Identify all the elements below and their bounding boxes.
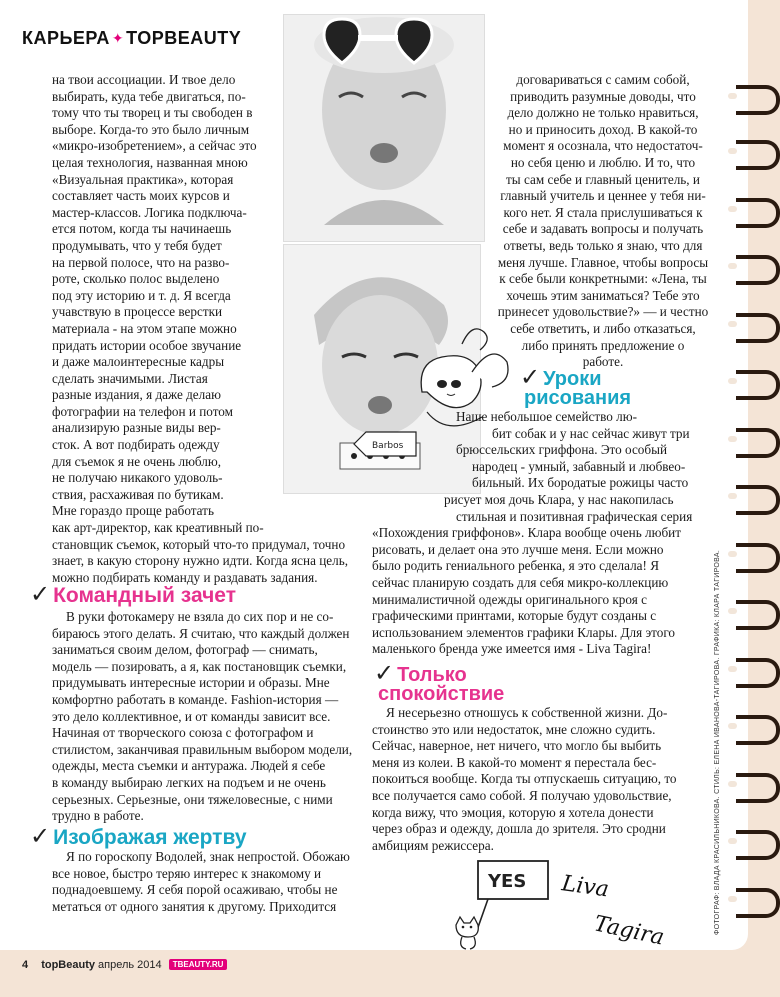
text-line: сток. А вот подбирать одежду [52, 437, 220, 453]
spiral-ring [736, 888, 780, 918]
text-line: это дело коллективное, и от команды зависит все. [52, 708, 331, 724]
text-line: но себя ценю и люблю. И то, что [510, 154, 696, 170]
section-team-text [52, 609, 352, 825]
text-line: анализирую разные виды вер- [52, 420, 221, 436]
section-victim-text [52, 849, 350, 915]
text-line: Мне гораздо проще работать [52, 503, 214, 519]
text-line: становщик съемок, который что-то придумал, точно [52, 536, 346, 552]
checkmark-icon: ✓ [374, 659, 395, 687]
cat-icon [456, 917, 478, 949]
text-line: для съемок я не очень люблю, [52, 453, 222, 469]
column2-text [478, 72, 728, 371]
section-heading-team: ✓ Командный зачет [30, 580, 236, 608]
svg-text:Liva: Liva [560, 871, 611, 903]
text-line: дело должно не только нравиться, [507, 105, 699, 121]
yes-sign-label: YES [488, 871, 527, 892]
text-line: комфортно работать в команде. Fashion-история — [52, 691, 339, 707]
text-line: работе. [582, 354, 624, 370]
header-magazine: TOPBEAUTY [126, 28, 242, 48]
text-line: Я по гороскопу Водолей, знак непростой. Обожаю [66, 849, 350, 864]
text-line: но и приносить доход. В какой-то [508, 121, 698, 137]
text-line: «Визуальная практика», которая [52, 171, 234, 187]
text-line: момент я осознала, что недостаточ- [503, 138, 703, 154]
spiral-ring [736, 85, 780, 115]
text-line: составляет часть моих курсов и [52, 188, 230, 204]
text-line: выборе. Когда-то это было личным [52, 121, 250, 137]
text-line: принесет удовольствие?» — и честно [497, 304, 709, 320]
text-line: под эту историю и т. д. Я всегда [52, 287, 231, 303]
signature [553, 858, 683, 946]
section-heading-calm: ✓ Только спокойствие [374, 659, 505, 705]
spiral-ring [736, 600, 780, 630]
text-line: ется потом, когда ты начинаешь [52, 221, 232, 237]
text-line: модель — позировать, а я, как постановщик съемки, [52, 658, 347, 674]
text-line: трудно в работе. [52, 808, 144, 824]
section-calm-text [372, 705, 677, 854]
text-line: главный учитель и ценнее у тебя ни- [500, 188, 706, 204]
text-line: бит собак и у нас сейчас живут три [492, 425, 690, 441]
text-line: рисует моя дочь Клара, у нас накопилась [444, 491, 674, 507]
dog-name-label: Barbos [372, 441, 404, 451]
text-line: «Похождения гриффонов». Клара вообще очень любит [372, 525, 682, 541]
text-line: стилистом, заканчивая правильным выбором модели, [52, 741, 353, 757]
text-line: себе ответить, и либо отказаться, [510, 320, 696, 336]
text-line: меня лучше. Главное, чтобы вопросы [497, 254, 709, 270]
page-footer [22, 959, 227, 971]
text-line: одежды, места съемки и антуража. Людей я себе [52, 758, 326, 774]
text-line: поднадоевшему. Я себя порой осаживаю, чтобы не [52, 882, 338, 898]
spiral-ring [736, 370, 780, 400]
text-line: выбирать, куда тебе двигаться, по- [52, 88, 246, 104]
checkmark-icon: ✓ [30, 580, 51, 608]
text-line: в команду выбираю легких на подъем и не очень [52, 774, 326, 790]
portrait-photo-sunglasses [283, 14, 485, 242]
text-line: материала - на этом этапе можно [52, 320, 237, 336]
text-line: фотографии на телефон и потом [52, 403, 233, 419]
text-line: продумывать, что у тебя будет [52, 237, 222, 253]
section-heading-victim: ✓ Изображая жертву [30, 822, 247, 850]
checkmark-icon: ✓ [520, 363, 541, 391]
photo-credits: ФОТОГРАФ: ВЛАДА КРАСИЛЬНИКОВА. СТИЛЬ: ЕЛЕНА ИВАНОВА-ТАГИРОВА. ГРАФИКА: КЛАРА ТАГИРОВА. [714, 549, 721, 935]
spiral-ring [736, 773, 780, 803]
text-line: мастер-классов. Логика подключа- [52, 204, 247, 220]
text-line: меня из колеи. В какой-то момент я перестала бес- [372, 754, 657, 770]
text-line: когда вижу, что эмоция, которую я хотела донести [372, 804, 654, 820]
text-line: бираюсь этого делать. Я считаю, что каждый должен [52, 625, 350, 641]
text-line: сделать значимыми. Листая [52, 370, 208, 386]
section-heading-drawing: ✓ Уроки рисования [520, 363, 632, 409]
text-line: заниматься своим делом, фотограф — снимать, [52, 642, 318, 658]
spiral-ring [736, 198, 780, 228]
column1-text [52, 72, 257, 520]
text-line: рисовать, и делает она это лучше меня. Если можно [372, 541, 664, 557]
text-line: разные издания, я даже делаю [52, 387, 221, 403]
text-line: договариваться с самим собой, [516, 72, 690, 87]
text-line: «микро-изобретением», а сейчас это [52, 138, 257, 154]
text-line: бильный. Их бородатые рожицы часто [472, 475, 689, 491]
text-line: Наше небольшое семейство лю- [456, 409, 637, 424]
spiral-ring [736, 313, 780, 343]
text-line: использованием элементов графики Клары. Для этого [372, 624, 675, 640]
text-line: кого нет. Я стала прислушиваться к [503, 204, 703, 220]
text-line: знает, в какую сторону нужно идти. Когда ясна цель, [52, 553, 349, 569]
text-line: Я несерьезно отношусь к собственной жизни. До- [386, 705, 668, 720]
text-line: маленького бренда уже имеется имя - Liva Tagira! [372, 641, 652, 657]
text-line: все новое, быстро теряю интерес к знакомому и [52, 865, 322, 881]
star-icon: ✦ [111, 30, 125, 46]
footer-date: апрель 2014 [98, 959, 162, 971]
text-line: сейчас планирую создать для себя микро-коллекцию [372, 574, 669, 590]
text-line: графическими принтами, которые будут созданы с [372, 608, 657, 624]
header-rubric: КАРЬЕРА [22, 28, 110, 48]
text-line: минималистичной одежды оригинального кроя с [372, 591, 647, 607]
text-line: придумывать интересные истории и образы. Мне [52, 675, 330, 691]
spiral-ring [736, 428, 780, 458]
section-header [22, 28, 241, 49]
section-drawing-text [372, 409, 692, 658]
spiral-ring [736, 658, 780, 688]
footer-magazine: topBeauty [41, 959, 95, 971]
text-line: себе и задавать вопросы и получать [502, 221, 704, 237]
text-line: амбициям режиссера. [372, 837, 494, 853]
spiral-ring [736, 485, 780, 515]
text-line: метаться от одного занятия к другому. Приходится [52, 898, 337, 914]
text-line: на твои ассоциации. И твое дело [52, 72, 236, 87]
site-badge[interactable]: TBEAUTY.RU [169, 959, 228, 970]
column1-wide-text [52, 520, 348, 586]
text-line: через образ и одежду, дошла до зрителя. Это сродни [372, 821, 666, 837]
text-line: целая технология, названная мною [52, 154, 248, 170]
text-line: как арт-директор, как креативный по- [52, 520, 264, 535]
spiral-ring [736, 830, 780, 860]
text-line: В руки фотокамеру не взяла до сих пор и не со- [66, 609, 334, 624]
text-line: на первой полосе, что на разво- [52, 254, 230, 270]
text-line: все получается само собой. Я получаю удовольствие, [372, 787, 672, 803]
text-line: тому что ты творец и ты свободен в [52, 105, 253, 121]
spiral-ring [736, 543, 780, 573]
text-line: и даже малоинтересные кадры [52, 354, 225, 370]
text-line: стоинство это или недостаток, мне сложно судить. [372, 721, 656, 737]
text-line: народец - умный, забавный и любвео- [472, 458, 686, 474]
text-line: ты сам себе и главный ценитель, и [506, 171, 700, 187]
yes-sign-doodle [448, 855, 558, 950]
text-line: не получаю никакого удоволь- [52, 470, 223, 486]
text-line: серьезных. Серьезные, они тяжеловесные, с ними [52, 791, 333, 807]
spiral-ring [736, 140, 780, 170]
text-line: покоиться вообще. Когда ты отпускаешь ситуацию, то [372, 771, 677, 787]
spiral-ring [736, 255, 780, 285]
text-line: брюссельских гриффона. Это особый [456, 442, 668, 458]
text-line: ответы, ведь только я знаю, что для [503, 237, 703, 253]
text-line: хочешь этим заниматься? Тебе это [506, 287, 700, 303]
spiral-ring [736, 715, 780, 745]
checkmark-icon: ✓ [30, 822, 51, 850]
text-line: либо принять предложение о [521, 337, 685, 353]
text-line: роте, сколько полос выделено [52, 271, 220, 287]
page-number: 4 [22, 959, 29, 971]
text-line: придать истории особое звучание [52, 337, 242, 353]
text-line: учавствую в процессе верстки [52, 304, 223, 320]
text-line: было родить гениального ребенка, я это сделала! Я [372, 558, 660, 574]
text-line: Сейчас, наверное, нет ничего, что могло бы выбить [372, 738, 662, 754]
svg-text:Tagira: Tagira [591, 911, 667, 946]
text-line: приводить разумные доводы, что [510, 88, 696, 104]
text-line: Начиная от творческого союза с фотографом и [52, 725, 314, 741]
text-line: стильная и позитивная графическая серия [456, 508, 693, 524]
text-line: можно подбирать команду и раздавать задания. [52, 569, 318, 585]
text-line: ствия, расхаживая по бутикам. [52, 486, 224, 502]
text-line: к себе были конкретными: «Лена, ты [499, 271, 707, 287]
